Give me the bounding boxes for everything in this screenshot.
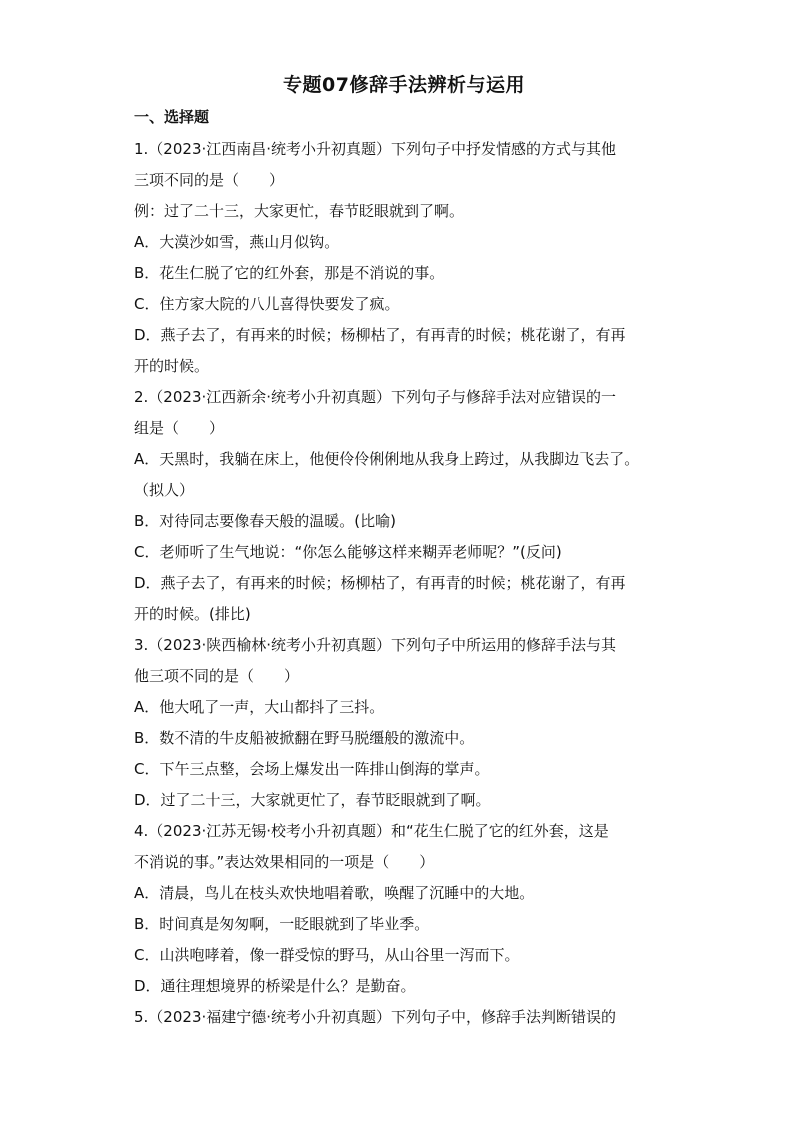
option-b: B．时间真是匆匆啊，一眨眼就到了毕业季。 xyxy=(134,915,430,933)
question-stem: 他三项不同的是（ ） xyxy=(134,667,300,685)
question-4 xyxy=(134,816,674,1002)
option-c: C．山洪咆哮着，像一群受惊的野马，从山谷里一泻而下。 xyxy=(134,946,520,964)
option-b: B．花生仁脱了它的红外套，那是不消说的事。 xyxy=(134,264,445,282)
question-1 xyxy=(134,134,674,382)
question-stem: 三项不同的是（ ） xyxy=(134,171,285,189)
page-title: 专题07修辞手法辨析与运用 xyxy=(283,74,525,96)
question-5 xyxy=(134,1002,674,1033)
question-stem: 3.（2023·陕西榆林·统考小升初真题）下列句子中所运用的修辞手法与其 xyxy=(134,636,617,654)
question-example: 例：过了二十三，大家更忙，春节眨眼就到了啊。 xyxy=(134,202,465,220)
question-stem: 2.（2023·江西新余·统考小升初真题）下列句子与修辞手法对应错误的一 xyxy=(134,388,617,406)
question-stem: 1.（2023·江西南昌·统考小升初真题）下列句子中抒发情感的方式与其他 xyxy=(134,140,617,158)
option-d: D．通往理想境界的桥梁是什么？是勤奋。 xyxy=(134,977,416,995)
question-stem: 组是（ ） xyxy=(134,419,225,437)
question-3 xyxy=(134,630,674,816)
option-b: B．数不清的牛皮船被掀翻在野马脱缰般的激流中。 xyxy=(134,729,475,747)
question-stem: 5.（2023·福建宁德·统考小升初真题）下列句子中，修辞手法判断错误的 xyxy=(134,1008,617,1026)
option-a: A．天黑时，我躺在床上，他便伶伶俐俐地从我身上跨过，从我脚边飞去了。 xyxy=(134,450,640,468)
option-c: C．住方家大院的八儿喜得快要发了疯。 xyxy=(134,295,400,313)
option-d: D．燕子去了，有再来的时候；杨柳枯了，有再青的时候；桃花谢了，有再 xyxy=(134,574,626,592)
section-heading: 一、选择题 xyxy=(134,108,210,126)
option-a-continued: （拟人） xyxy=(134,481,195,499)
option-d-continued: 开的时候。(排比) xyxy=(134,605,251,623)
question-stem: 4.（2023·江苏无锡·校考小升初真题）和“花生仁脱了它的红外套，这是 xyxy=(134,822,609,840)
option-d-continued: 开的时候。 xyxy=(134,357,210,375)
question-stem: 不消说的事。”表达效果相同的一项是（ ） xyxy=(134,853,435,871)
option-a: A．大漠沙如雪，燕山月似钩。 xyxy=(134,233,340,251)
option-c: C．老师听了生气地说：“你怎么能够这样来糊弄老师呢？”(反问) xyxy=(134,543,562,561)
option-b: B．对待同志要像春天般的温暖。(比喻) xyxy=(134,512,396,530)
question-2 xyxy=(134,382,674,630)
option-c: C．下午三点整，会场上爆发出一阵排山倒海的掌声。 xyxy=(134,760,490,778)
option-a: A．清晨，鸟儿在枝头欢快地唱着歌，唤醒了沉睡中的大地。 xyxy=(134,884,535,902)
option-d: D．过了二十三，大家就更忙了，春节眨眼就到了啊。 xyxy=(134,791,491,809)
option-d: D．燕子去了，有再来的时候；杨柳枯了，有再青的时候；桃花谢了，有再 xyxy=(134,326,626,344)
option-a: A．他大吼了一声，大山都抖了三抖。 xyxy=(134,698,385,716)
